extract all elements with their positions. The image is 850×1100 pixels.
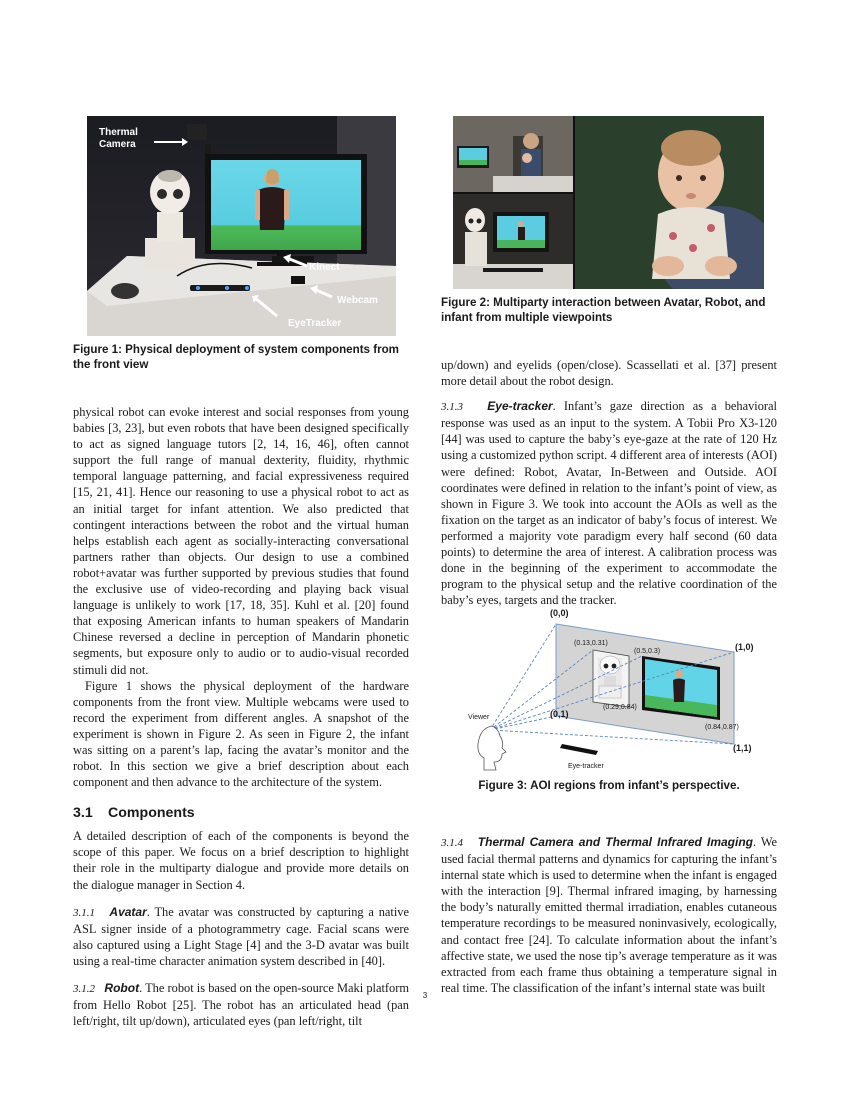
avatar-subsection-number: 3.1.1 xyxy=(73,906,95,919)
robot-text: The robot is based on the open-source Maki platform from Hello Robot [25]. The robot has an articulated head (pan left/right, tilt up/down), articulated eyes (pan left/right, tilt xyxy=(73,981,409,1029)
robot-subsection-title: Robot xyxy=(104,981,140,995)
right-column-bottom xyxy=(441,834,777,996)
corner-label-tl: (0,0) xyxy=(550,608,569,618)
figure3-caption: Figure 3: AOI regions from infant’s perspective. xyxy=(478,779,740,792)
section-number: 3.1 xyxy=(73,805,93,822)
eye-tracker-paragraph: 3.1.3 Eye-tracker. Infant’s gaze direction as a behavioral response was used as an input to the system. A Tobii Pro X3-120 [44] was used to capture the baby’s eye-gaze at the rate of 120 Hz using a customized python script. 4 different area of interests (AOI) were defined: Robot, Avatar, In-Between and Outside. AOI coordinates were defined in relation to the infant’s point of view, as shown in Figure 3. We took into account the AOIs as well as the fixation on the target as an indicator of baby’s focus of interest. We performed a majority vote paradigm every half second (60 data points) to determine the area of interest. A calibration process was done in the beginning of the experiment to accommodate the program to the physical setup and the relative coordination of the baby’s eyes, targets and the tracker. xyxy=(441,399,777,608)
figure2-caption: Figure 2: Multiparty interaction between Avatar, Robot, and infant from multiple viewpoints xyxy=(441,296,766,324)
corner-label-br: (1,1) xyxy=(733,743,752,753)
eye-tracker-subsection-title: Eye-tracker xyxy=(487,399,553,414)
robot-paragraph: 3.1.2 Robot. The robot is based on the open-source Maki platform from Hello Robot [25]. The robot has an articulated head (pan left/right, tilt up/down), articulated eyes (pan left/right, tilt xyxy=(73,981,409,1029)
eye-tracker-text: Infant’s gaze direction as a behavioral response was used as an input to the system. A Tobii Pro X3-120 [44] was used to capture the baby’s eye-gaze at the rate of 120 Hz using a customized python script. 4 different area of interests (AOI) were defined: Robot, Avatar, In-Between and Outside. AOI coordinates were defined in relation to the infant’s point of view, as shown in Figure 3. We took into account the AOIs as well as the fixation on the target as an indicator of baby’s focus of interest. We performed a majority vote paradigm every half second (60 data points) to determine the area of interest. A calibration process was done in the beginning of the experiment to accommodate the program to the physical setup and the relative coordination of the baby’s eyes, targets and the tracker. xyxy=(441,399,777,608)
avatar-subsection-title: Avatar xyxy=(109,904,147,919)
left-column xyxy=(73,404,409,1029)
avatar-paragraph: 3.1.1 Avatar. The avatar was constructed by capturing a native ASL signer inside of a photogrammetry cage. Facial scans were also captured using a Light Stage [4] and the 3-D avatar was built using a real-time character animation system described in [40]. xyxy=(73,904,409,968)
avatar-tl-label: (0.5,0.3) xyxy=(634,648,661,655)
eye-tracker-bar xyxy=(560,744,598,755)
left-paragraph-1: physical robot can evoke interest and social responses from young babies [3, 23], but even robots that have been designed specifically to act as signed language tutors [2, 14, 16, 46], often cannot support the full range of manual dexterity, fluidity, rhythmic temporal language patterning, and facial expressiveness required [15, 21, 41]. Hence our reasoning to use a physical robot to act as an initial target for infant attention. We also predicted that contingent interactions between the robot and the virtual human helps establish each agent as socially-interacting conversational partners rather than objects. Our design to use a combined robot+avatar was further supported by previous studies that found the exclusive use of video-recording and playing back visual language is unlikely to work [17, 18, 35]. Kuhl et al. [20] found that exposing American infants to human speakers of Mandarin Chinese reversed a decline in perception of Mandarin phonetic segments, but exposure only to audio or to audio-visual recorded stimuli did not. xyxy=(73,405,409,677)
corner-label-tr: (1,0) xyxy=(735,642,754,652)
kinect-label: Kinect xyxy=(309,262,340,273)
robot-tl-label: (0.13,0.31) xyxy=(574,640,608,647)
robot-br-label: (0.29,0.84) xyxy=(603,704,637,711)
eyetracker-label: EyeTracker xyxy=(288,318,342,329)
right-paragraph-continued: up/down) and eyelids (open/close). Scassellati et al. [37] present more detail about the robot design. xyxy=(441,358,777,389)
section-title: Components xyxy=(108,805,195,822)
avatar-br-label: (0.84,0.87) xyxy=(705,724,739,731)
figure1-photo xyxy=(87,116,396,336)
page-number: 3 xyxy=(422,991,428,1000)
left-paragraph-2: Figure 1 shows the physical deployment of the hardware components from the front view. Multiple webcams were used to record the experiment from different angles. A snapshot of the experiment is shown in Figure 2. As seen in Figure 2, the infant was sitting on a parent’s lap, facing the avatar’s monitor and the robot. In this section we give a brief description about each component and then advance to the architecture of the system. xyxy=(73,678,409,790)
thermal-subsection-title: Thermal Camera and Thermal Infrared Imaging xyxy=(477,835,753,849)
figure2-illustration xyxy=(453,116,764,289)
thermal-paragraph: 3.1.4 Thermal Camera and Thermal Infrared Imaging. We used facial thermal patterns and dynamics for capturing the infant’s internal state which is used to determine when the infant is engaged with the interaction [9]. Thermal infrared imaging, by harnessing the body’s naturally emitted thermal irradiation, enables cutaneous temperature recordings to be measured noninvasively, ecologically, and contact free [24]. To calculate information about the infant’s affective state, we used the nose tip’s average temperature as it was extracted from each frame thus obtaining a temperature signal in real time. The classification of the infant’s internal state was built xyxy=(441,835,778,995)
viewer-label: Viewer xyxy=(468,714,490,721)
avatar-text: The avatar was constructed by capturing a native ASL signer inside of a photogrammetry cage. Facial scans were also captured using a Light Stage [4] and the 3-D avatar was built using a real-time character animation system described in [40]. xyxy=(73,904,409,968)
eye-tracker-subsection-number: 3.1.3 xyxy=(441,401,463,414)
figure1-caption: Figure 1: Physical deployment of system components from the front view xyxy=(73,343,399,371)
thermal-subsection-number: 3.1.4 xyxy=(441,837,463,849)
robot-subsection-number: 3.1.2 xyxy=(73,983,95,995)
thermal-camera-label: Thermal Camera xyxy=(99,127,138,150)
figure3-diagram xyxy=(462,608,772,780)
figure2-photo xyxy=(453,116,764,289)
figure3-svg xyxy=(462,608,772,780)
section-3-1-heading xyxy=(73,805,409,821)
webcam-label: Webcam xyxy=(337,295,378,306)
thermal-text: We used facial thermal patterns and dynamics for capturing the infant’s internal state which is used to determine when the infant is engaged with the interaction [9]. Thermal infrared imaging, by harnessing the body’s naturally emitted thermal irradiation, enables cutaneous temperature recordings to be measured noninvasively, ecologically, and contact free [24]. To calculate information about the infant’s affective state, we used the nose tip’s average temperature as it was extracted from each frame thus obtaining a temperature signal in real time. The classification of the infant’s internal state was built xyxy=(441,835,778,995)
viewer-head xyxy=(478,726,506,770)
corner-label-bl: (0,1) xyxy=(550,709,569,719)
right-column-top xyxy=(441,357,777,608)
left-paragraph-3: A detailed description of each of the components is beyond the scope of this paper. We focus on a brief description to highlight their role in the multiparty dialogue and provide more details on the dialogue manager in Section 4. xyxy=(73,829,409,892)
eye-tracker-label: Eye-tracker xyxy=(568,763,604,770)
